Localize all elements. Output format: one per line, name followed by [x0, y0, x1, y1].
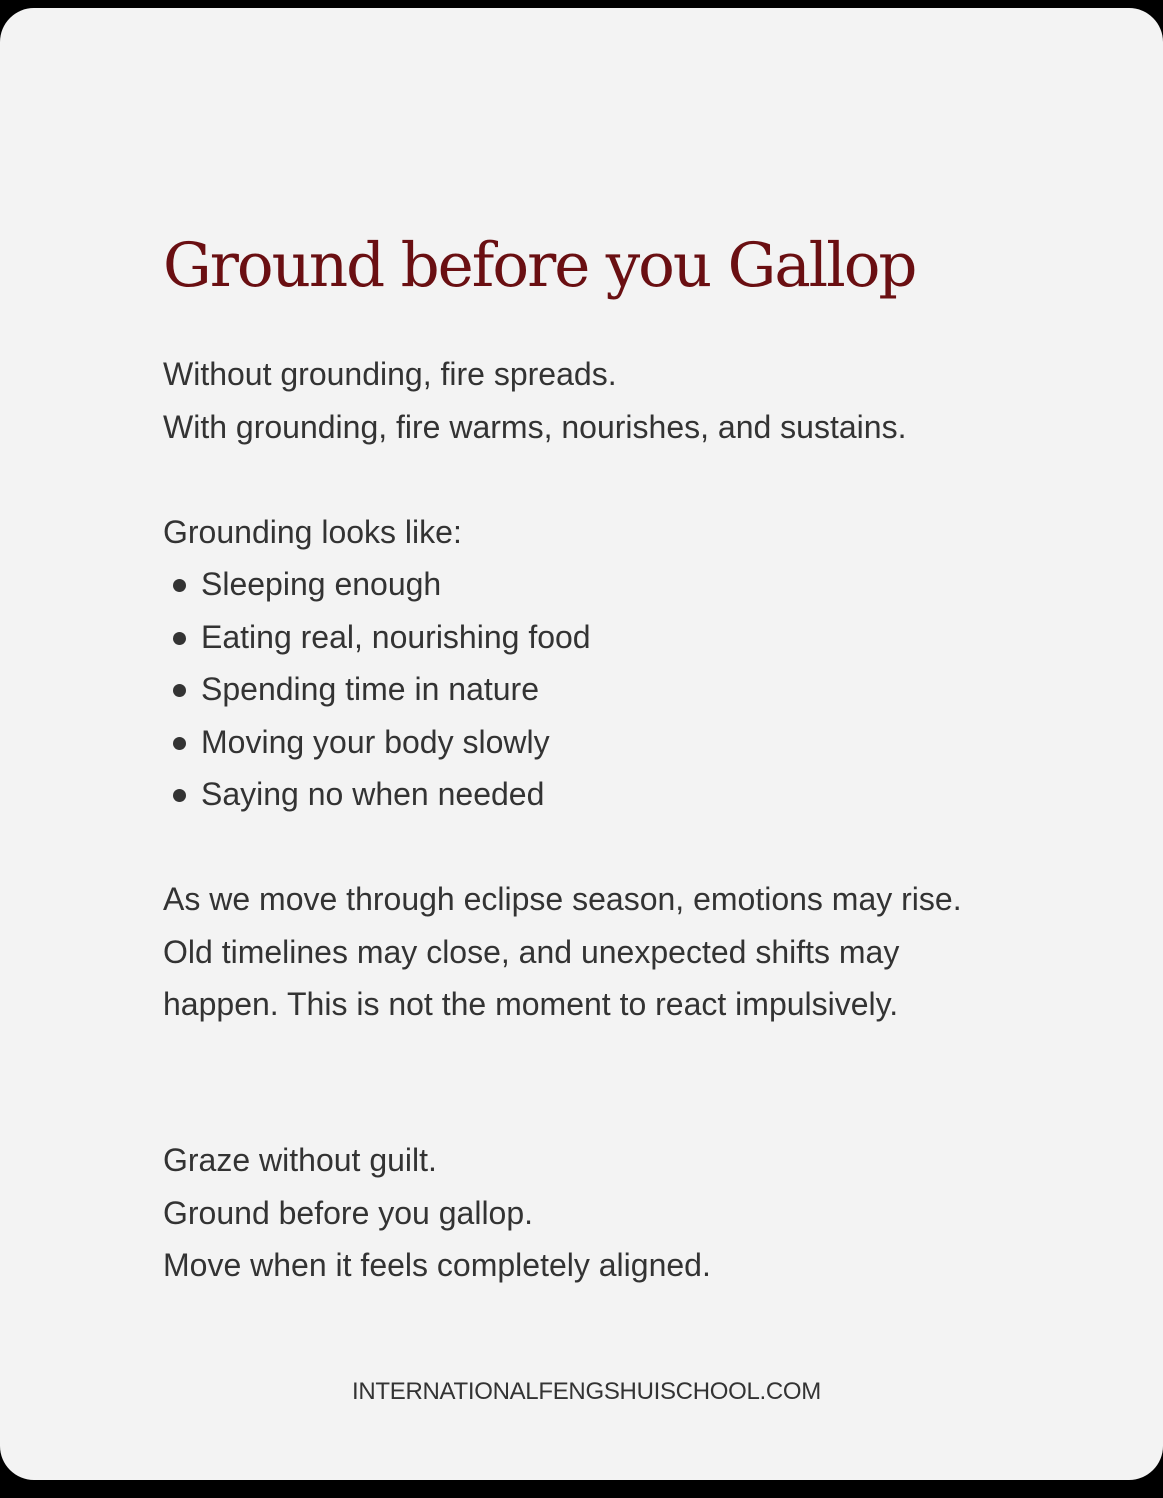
grounding-heading: Grounding looks like: — [163, 514, 462, 550]
intro-paragraph — [163, 348, 983, 453]
intro-line: With grounding, fire warms, nourishes, and sustains. — [163, 408, 907, 445]
intro-line: Without grounding, fire spreads. — [163, 356, 617, 392]
grounding-list — [163, 558, 591, 821]
list-item — [163, 768, 591, 821]
list-item-label: Moving your body slowly — [201, 723, 550, 760]
list-item — [163, 558, 591, 611]
bullet-icon — [173, 632, 186, 645]
closing-line: Move when it feels completely aligned. — [163, 1247, 711, 1283]
bullet-icon — [173, 737, 186, 750]
list-item-label: Eating real, nourishing food — [201, 618, 591, 655]
bullet-icon — [173, 579, 186, 592]
post-card — [0, 8, 1163, 1480]
closing-paragraph — [163, 1134, 983, 1292]
closing-line: Graze without guilt. — [163, 1142, 437, 1178]
bullet-icon — [173, 684, 186, 697]
list-item-label: Spending time in nature — [201, 671, 539, 707]
website-footer: INTERNATIONALFENGSHUISCHOOL.COM — [352, 1378, 821, 1405]
list-item — [163, 663, 591, 716]
page-title: Ground before you Gallop — [163, 230, 916, 301]
eclipse-paragraph: As we move through eclipse season, emotions may rise. Old timelines may close, and unexpected shifts may happen. This is not the moment to react impulsively. — [163, 881, 962, 1022]
closing-line: Ground before you gallop. — [163, 1194, 534, 1231]
bullet-icon — [173, 789, 186, 802]
list-item-label: Saying no when needed — [201, 776, 545, 812]
list-item-label: Sleeping enough — [201, 566, 442, 602]
list-item — [163, 716, 591, 769]
list-item — [163, 611, 591, 664]
